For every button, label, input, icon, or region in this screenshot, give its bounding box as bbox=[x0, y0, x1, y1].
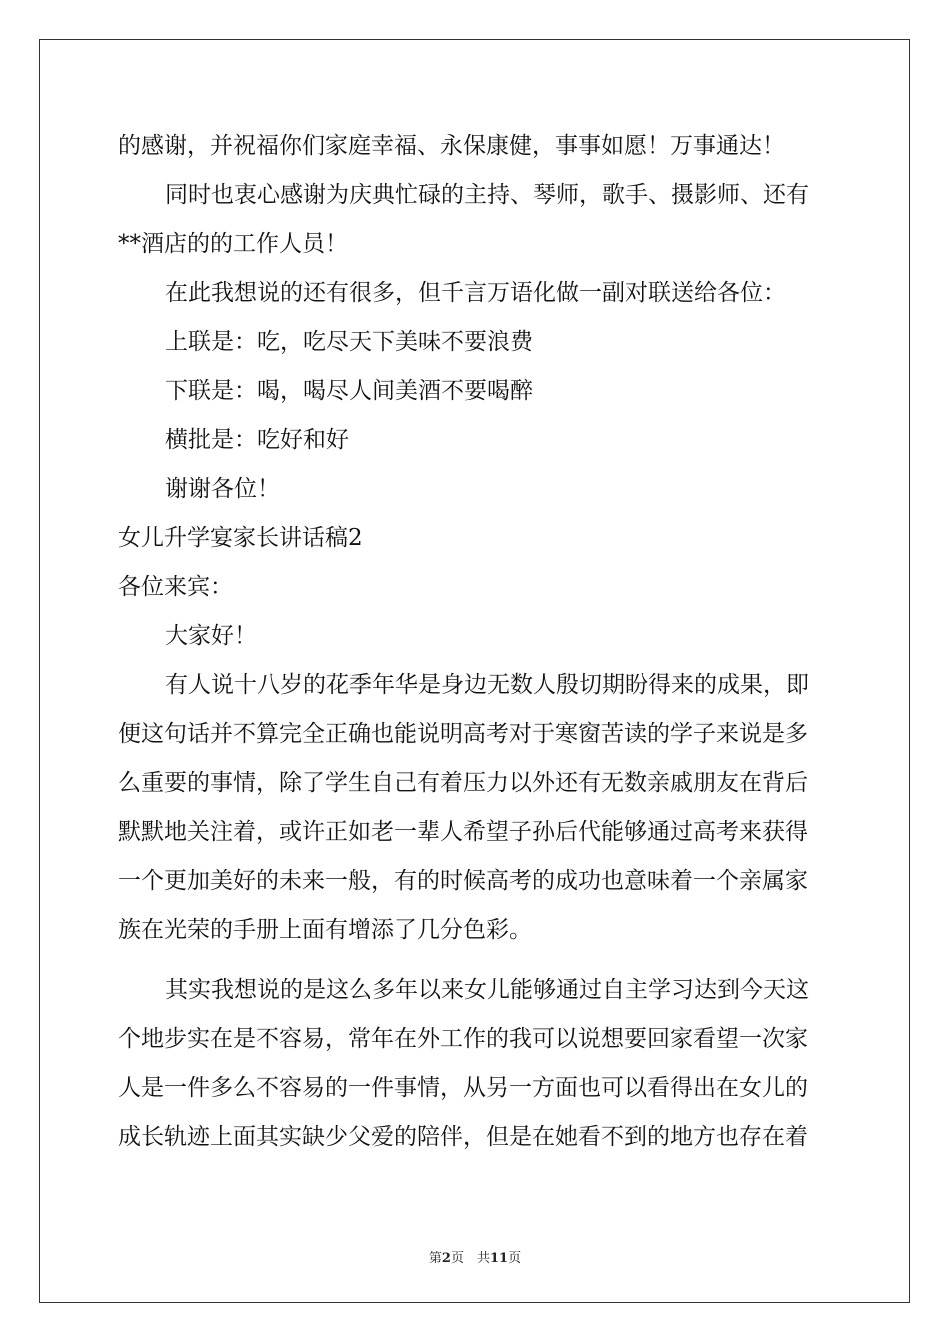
text-line: **酒店的的工作人员！ bbox=[118, 231, 348, 257]
footer-suffix: 页 bbox=[508, 1251, 522, 1266]
footer-total-pages: 11 bbox=[489, 1251, 509, 1266]
text-line: 便这句话并不算完全正确也能说明高考对于寒窗苦读的学子来说是多 bbox=[118, 721, 808, 747]
text-line: 大家好！ bbox=[165, 623, 257, 649]
text-line: 在此我想说的还有很多，但千言万语化做一副对联送给各位： bbox=[165, 280, 786, 306]
footer-prefix: 第 bbox=[428, 1251, 442, 1266]
text-line: 么重要的事情，除了学生自己有着压力以外还有无数亲戚朋友在背后 bbox=[118, 770, 808, 796]
text-line: 人是一件多么不容易的一件事情，从另一方面也可以看得出在女儿的 bbox=[118, 1075, 808, 1101]
text-line: 其实我想说的是这么多年以来女儿能够通过自主学习达到今天这 bbox=[165, 977, 809, 1003]
page-footer bbox=[0, 1247, 950, 1266]
text-line: 上联是：吃，吃尽天下美味不要浪费 bbox=[165, 329, 533, 355]
document-body bbox=[118, 122, 833, 1162]
text-line: 成长轨迹上面其实缺少父爱的陪伴，但是在她看不到的地方也存在着 bbox=[118, 1124, 808, 1150]
text-line: 的感谢，并祝福你们家庭幸福、永保康健，事事如愿！万事通达！ bbox=[118, 133, 785, 159]
text-line: 各位来宾： bbox=[118, 574, 233, 600]
footer-current-page: 2 bbox=[441, 1251, 451, 1266]
text-line: 个地步实在是不容易，常年在外工作的我可以说想要回家看望一次家 bbox=[118, 1026, 808, 1052]
text-line: 谢谢各位！ bbox=[165, 476, 280, 502]
text-line: 横批是：吃好和好 bbox=[165, 427, 349, 453]
text-line: 下联是：喝，喝尽人间美酒不要喝醉 bbox=[165, 378, 533, 404]
text-line: 同时也衷心感谢为庆典忙碌的主持、琴师，歌手、摄影师、还有 bbox=[165, 182, 809, 208]
text-line: 默默地关注着，或许正如老一辈人希望子孙后代能够通过高考来获得 bbox=[118, 819, 808, 845]
text-line: 有人说十八岁的花季年华是身边无数人殷切期盼得来的成果，即 bbox=[165, 672, 809, 698]
text-line: 族在光荣的手册上面有增添了几分色彩。 bbox=[118, 917, 532, 943]
footer-mid: 页 共 bbox=[450, 1251, 490, 1266]
paragraph-gap bbox=[118, 955, 833, 966]
text-line: 一个更加美好的未来一般，有的时候高考的成功也意味着一个亲属家 bbox=[118, 868, 808, 894]
text-line: 女儿升学宴家长讲话稿2 bbox=[118, 525, 363, 551]
